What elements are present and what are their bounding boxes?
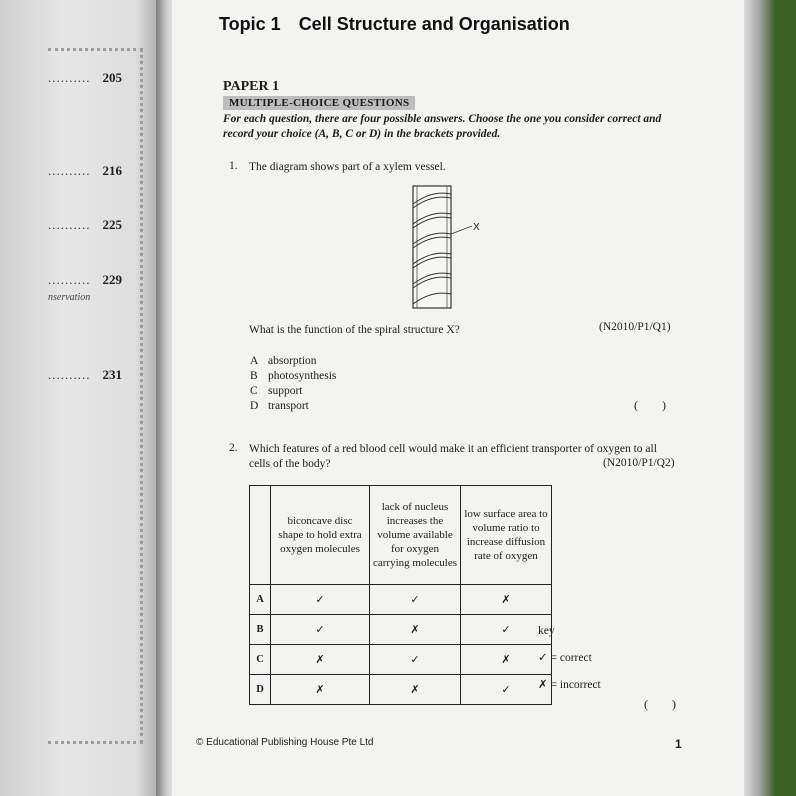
- question-2-text-line1: Which features of a red blood cell would make it an efficient transporter of oxygen to all: [249, 443, 657, 455]
- question-1-code: (N2010/P1/Q1): [599, 321, 671, 333]
- table-header-row: [250, 486, 552, 585]
- toc-entry: .......... 231: [48, 367, 122, 382]
- key-title: key: [538, 625, 555, 637]
- table-header-cell: low surface area to volume ratio to increase diffusion rate of oxygen: [461, 486, 552, 585]
- option-a: A absorption: [250, 355, 317, 367]
- table-key: [538, 618, 601, 699]
- instructions: For each question, there are four possible answers. Choose the one you consider correct and record your choice (A, B, C or D) in the brackets provided.: [223, 113, 662, 140]
- question-2-text-line2: cells of the body?: [249, 458, 331, 470]
- option-b: B photosynthesis: [250, 370, 337, 382]
- table-cell: ✗: [271, 675, 370, 705]
- table-header-cell: biconcave disc shape to hold extra oxygen molecules: [271, 486, 370, 585]
- row-label: D: [250, 675, 271, 705]
- question-2-number: 2.: [229, 442, 238, 454]
- toc-entry: .......... 225: [48, 217, 122, 232]
- question-2-code: (N2010/P1/Q2): [603, 457, 675, 469]
- question-1-number: 1.: [229, 160, 238, 172]
- answer-bracket-1[interactable]: ( ): [634, 398, 666, 412]
- question-1-prompt: What is the function of the spiral structure X?: [249, 324, 460, 336]
- label-x: X: [473, 222, 480, 233]
- table-cell: ✓: [370, 645, 461, 675]
- table-cell: ✗: [461, 645, 552, 675]
- page-number: 1: [675, 737, 682, 751]
- table-cell: ✓: [461, 615, 552, 645]
- table-row: [250, 675, 552, 705]
- table-corner: [250, 486, 271, 585]
- page-title: Topic 1 Cell Structure and Organisation: [219, 14, 570, 34]
- toc-entry: .......... 216: [48, 163, 122, 178]
- row-label: B: [250, 615, 271, 645]
- toc-fragment: nservation: [48, 292, 91, 303]
- table-cell: ✓: [271, 615, 370, 645]
- option-c: C support: [250, 385, 303, 397]
- dotted-border: [48, 48, 143, 744]
- table-row: [250, 585, 552, 615]
- toc-entry: .......... 229: [48, 272, 122, 287]
- left-page: [0, 0, 160, 796]
- table-cell: ✓: [271, 585, 370, 615]
- table-cell: ✗: [271, 645, 370, 675]
- right-page: [172, 0, 744, 796]
- table-cell: ✗: [370, 675, 461, 705]
- table-cell: ✓: [461, 675, 552, 705]
- toc-entry: .......... 205: [48, 70, 122, 85]
- question-1-text: The diagram shows part of a xylem vessel.: [249, 161, 446, 173]
- option-d: D transport: [250, 400, 309, 412]
- section-banner: MULTIPLE-CHOICE QUESTIONS: [223, 96, 415, 110]
- copyright-footer: © Educational Publishing House Pte Ltd: [196, 737, 374, 748]
- key-correct: ✓ = correct: [538, 652, 592, 664]
- row-label: C: [250, 645, 271, 675]
- paper-heading: PAPER 1: [223, 79, 280, 94]
- table-header-cell: lack of nucleus increases the volume available for oxygen carrying molecules: [370, 486, 461, 585]
- row-label: A: [250, 585, 271, 615]
- table-cell: ✗: [370, 615, 461, 645]
- answer-bracket-2[interactable]: ( ): [644, 697, 676, 711]
- table-cell: ✗: [461, 585, 552, 615]
- key-incorrect: ✗ = incorrect: [538, 679, 601, 691]
- xylem-vessel-diagram: [402, 182, 492, 312]
- features-table: [249, 485, 552, 705]
- table-cell: ✓: [370, 585, 461, 615]
- table-row: [250, 615, 552, 645]
- table-row: [250, 645, 552, 675]
- page-edge: [744, 0, 796, 796]
